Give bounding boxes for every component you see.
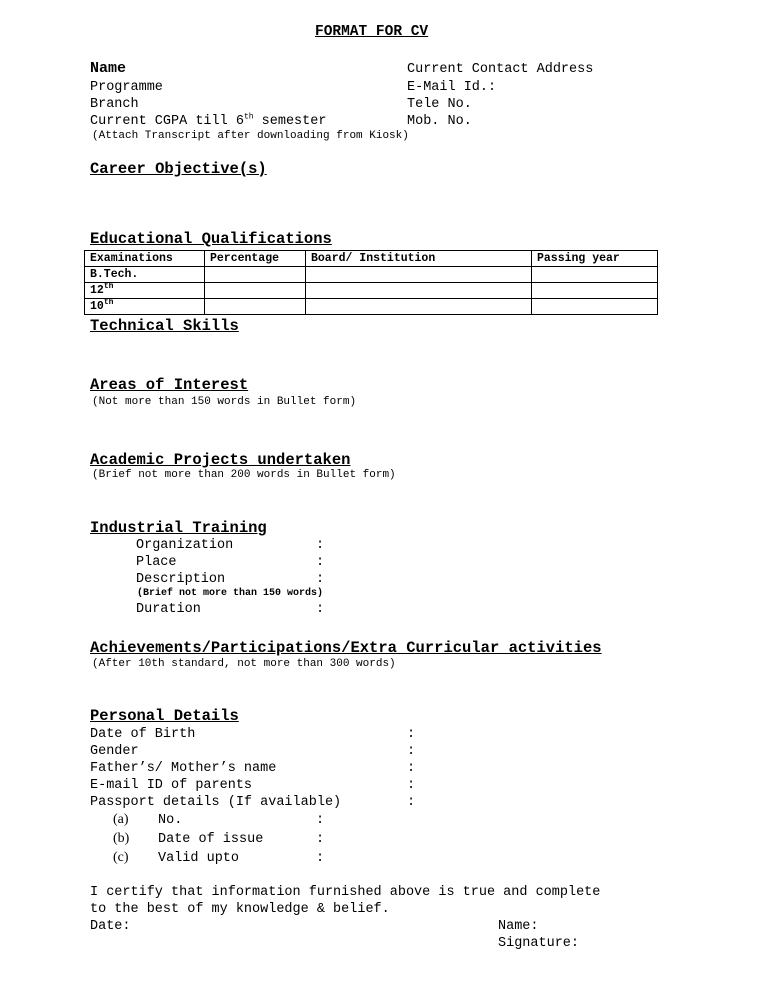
dob-label: Date of Birth [90, 727, 196, 742]
colon: : [316, 602, 325, 617]
education-table [84, 250, 658, 315]
passport-issue-label: Date of issue [158, 832, 264, 847]
row-btech: B.Tech. [85, 267, 205, 283]
passport-no-label: No. [158, 813, 183, 828]
colon: : [316, 813, 325, 828]
colon: : [316, 538, 325, 553]
career-objective-heading: Career Objective(s) [90, 160, 267, 178]
name-label: Name [90, 60, 127, 77]
passport-label: Passport details (If available) [90, 795, 342, 810]
colon: : [407, 795, 416, 810]
signature-label: Signature: [498, 936, 580, 951]
certify-line-2: to the best of my knowledge & belief. [90, 902, 390, 917]
colon: : [316, 555, 325, 570]
technical-skills-heading: Technical Skills [90, 317, 239, 335]
colon: : [407, 727, 416, 742]
place-label: Place [136, 555, 177, 570]
parent-name-label: Father’s/ Mother’s name [90, 761, 277, 776]
table-header-row [85, 251, 658, 267]
achievements-note: (After 10th standard, not more than 300 words) [92, 658, 396, 670]
industrial-training-heading: Industrial Training [90, 519, 267, 537]
marker-c: (c) [113, 850, 129, 865]
table-row [85, 299, 658, 315]
col-board-institution: Board/ Institution [306, 251, 532, 267]
contact-address-label: Current Contact Address [407, 62, 594, 77]
table-row [85, 283, 658, 299]
programme-label: Programme [90, 80, 163, 95]
description-note: (Brief not more than 150 words) [137, 588, 324, 599]
colon: : [316, 572, 325, 587]
gender-label: Gender [90, 744, 139, 759]
colon: : [407, 761, 416, 776]
mobile-label: Mob. No. [407, 114, 472, 129]
date-label: Date: [90, 919, 131, 934]
duration-label: Duration [136, 602, 201, 617]
col-examinations: Examinations [85, 251, 205, 267]
marker-b: (b) [113, 831, 130, 846]
achievements-heading: Achievements/Participations/Extra Curricular activities [90, 639, 602, 657]
colon: : [407, 778, 416, 793]
parent-email-label: E-mail ID of parents [90, 778, 253, 793]
marker-a: (a) [113, 812, 129, 827]
passport-valid-label: Valid upto [158, 851, 240, 866]
education-heading: Educational Qualifications [90, 230, 332, 248]
col-percentage: Percentage [205, 251, 306, 267]
colon: : [316, 851, 325, 866]
row-10th: 10th [85, 299, 205, 315]
description-label: Description [136, 572, 226, 587]
col-passing-year: Passing year [532, 251, 658, 267]
areas-of-interest-note: (Not more than 150 words in Bullet form) [92, 396, 357, 408]
branch-label: Branch [90, 97, 139, 112]
areas-of-interest-heading: Areas of Interest [90, 376, 249, 394]
transcript-note: (Attach Transcript after downloading from Kiosk) [92, 130, 409, 142]
name-sign-label: Name: [498, 919, 539, 934]
tele-label: Tele No. [407, 97, 472, 112]
personal-details-heading: Personal Details [90, 707, 239, 725]
colon: : [407, 744, 416, 759]
row-12th: 12th [85, 283, 205, 299]
certify-line-1: I certify that information furnished above is true and complete [90, 885, 601, 900]
organization-label: Organization [136, 538, 234, 553]
table-row [85, 267, 658, 283]
page-title: FORMAT FOR CV [315, 24, 429, 40]
cgpa-label: Current CGPA till 6th semester [90, 112, 327, 129]
academic-projects-heading: Academic Projects undertaken [90, 451, 351, 469]
academic-projects-note: (Brief not more than 200 words in Bullet form) [92, 469, 396, 481]
colon: : [316, 832, 325, 847]
email-label: E-Mail Id.: [407, 80, 497, 95]
